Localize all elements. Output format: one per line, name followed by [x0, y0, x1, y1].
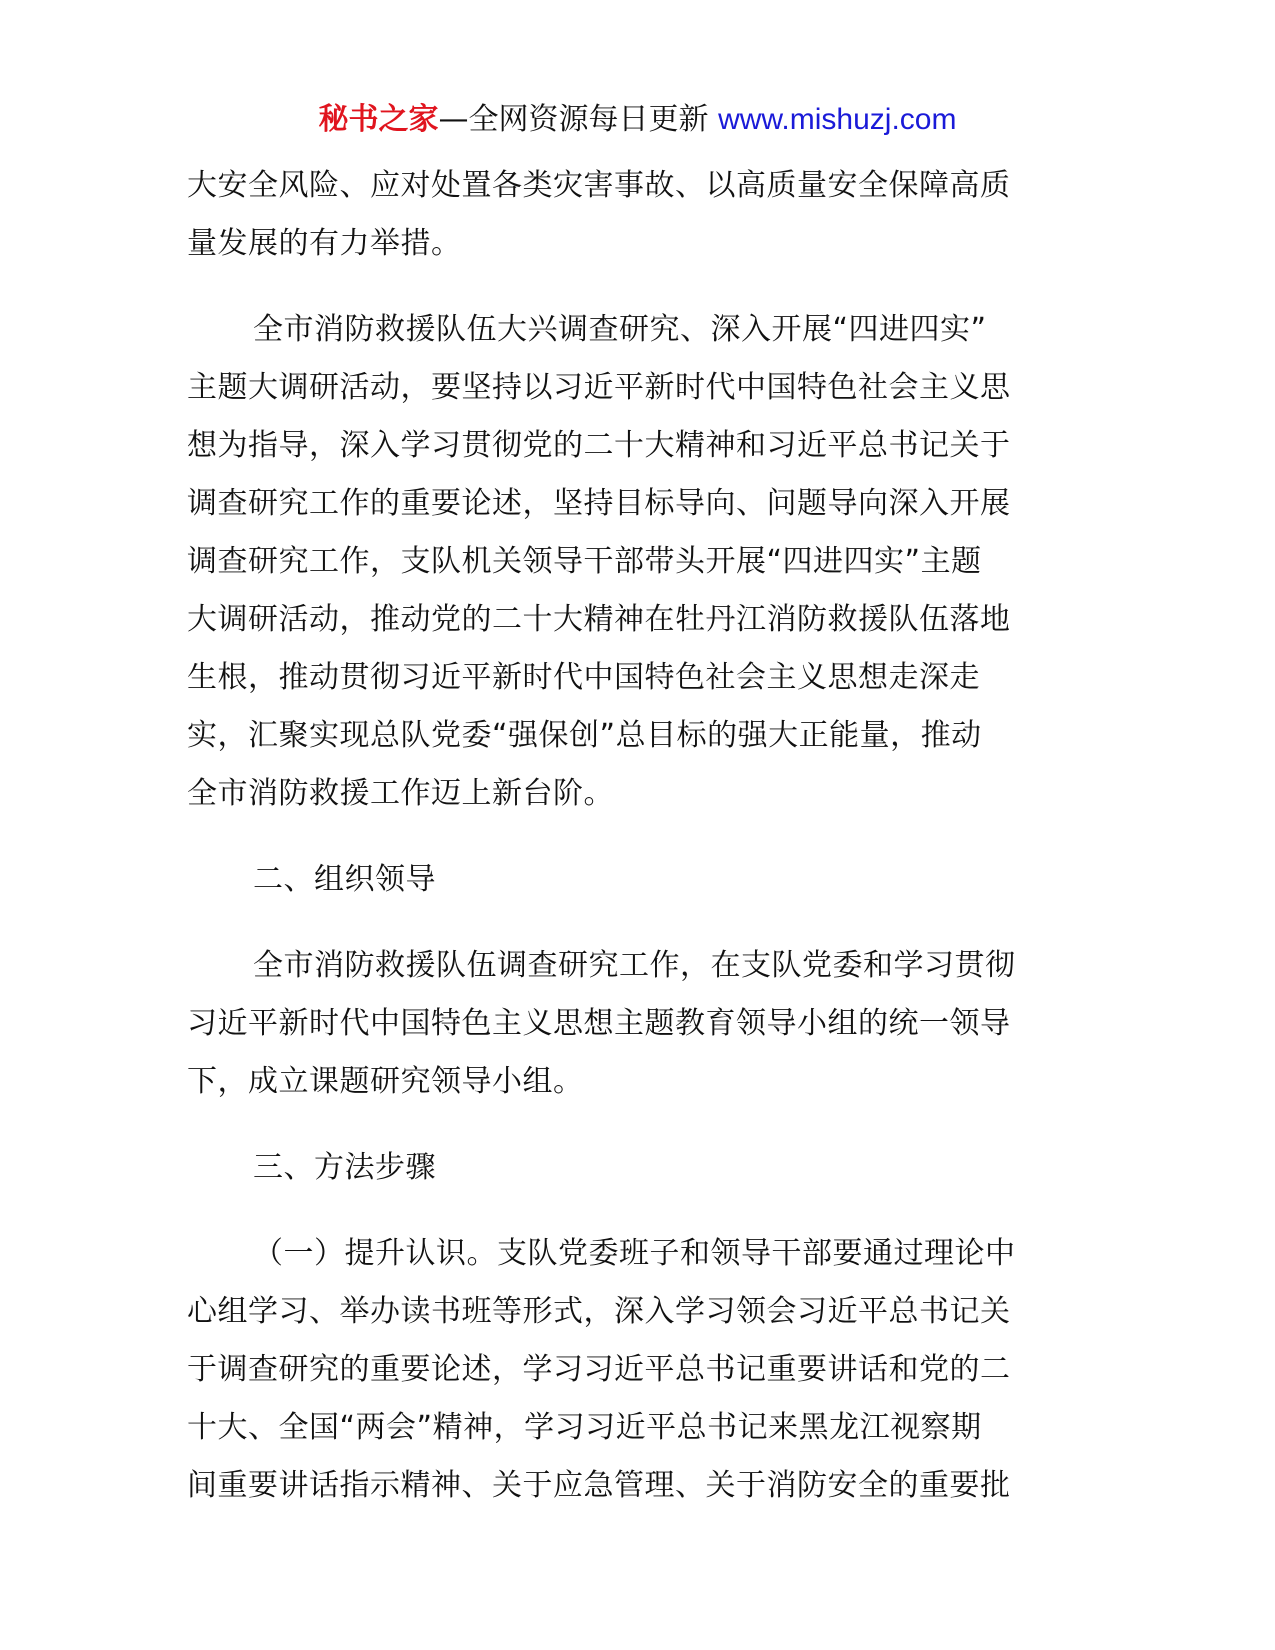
text-line: 全市消防救援工作迈上新台阶。 — [187, 776, 614, 811]
document-body — [187, 157, 1087, 1515]
text-line: 大调研活动，推动党的二十大精神在牡丹江消防救援队伍落地 — [187, 602, 1011, 637]
text-line: 生根，推动贯彻习近平新时代中国特色社会主义思想走深走 — [187, 660, 980, 695]
text-line: 于调查研究的重要论述，学习习近平总书记重要讲话和党的二 — [187, 1352, 1011, 1387]
text-line: 十大、全国“两会”精神，学习习近平总书记来黑龙江视察期 — [187, 1410, 982, 1445]
paragraph — [187, 157, 1087, 273]
text-line: 想为指导，深入学习贯彻党的二十大精神和习近平总书记关于 — [187, 428, 1011, 463]
section-heading — [187, 1139, 1087, 1197]
text-line: 主题大调研活动，要坚持以习近平新时代中国特色社会主义思 — [187, 370, 1011, 405]
text-line: 心组学习、举办读书班等形式，深入学习领会习近平总书记关 — [187, 1294, 1011, 1329]
text-line: 实，汇聚实现总队党委“强保创”总目标的强大正能量，推动 — [187, 718, 982, 753]
text-line: 全市消防救援队伍调查研究工作，在支队党委和学习贯彻 — [253, 948, 1016, 983]
text-line: 调查研究工作的重要论述，坚持目标导向、问题导向深入开展 — [187, 486, 1011, 521]
header-url[interactable]: www.mishuzj.com — [718, 103, 957, 136]
text-line: 习近平新时代中国特色主义思想主题教育领导小组的统一领导 — [187, 1006, 1011, 1041]
heading-text: 三、方法步骤 — [253, 1150, 436, 1185]
section-heading — [187, 851, 1087, 909]
watermark-header — [0, 100, 1275, 140]
paragraph — [187, 301, 1087, 823]
heading-text: 二、组织领导 — [253, 862, 436, 897]
header-tagline: —全网资源每日更新 — [438, 102, 719, 137]
text-line: 量发展的有力举措。 — [187, 226, 462, 261]
text-line: 调查研究工作，支队机关领导干部带头开展“四进四实”主题 — [187, 544, 982, 579]
text-line: （一）提升认识。支队党委班子和领导干部要通过理论中 — [253, 1236, 1016, 1271]
text-line: 下，成立课题研究领导小组。 — [187, 1064, 584, 1099]
text-line: 大安全风险、应对处置各类灾害事故、以高质量安全保障高质 — [187, 168, 1011, 203]
text-line: 间重要讲话指示精神、关于应急管理、关于消防安全的重要批 — [187, 1468, 1011, 1503]
text-line: 全市消防救援队伍大兴调查研究、深入开展“四进四实” — [253, 312, 987, 347]
paragraph — [187, 1225, 1087, 1515]
paragraph — [187, 937, 1087, 1111]
brand-name: 秘书之家 — [318, 102, 439, 137]
